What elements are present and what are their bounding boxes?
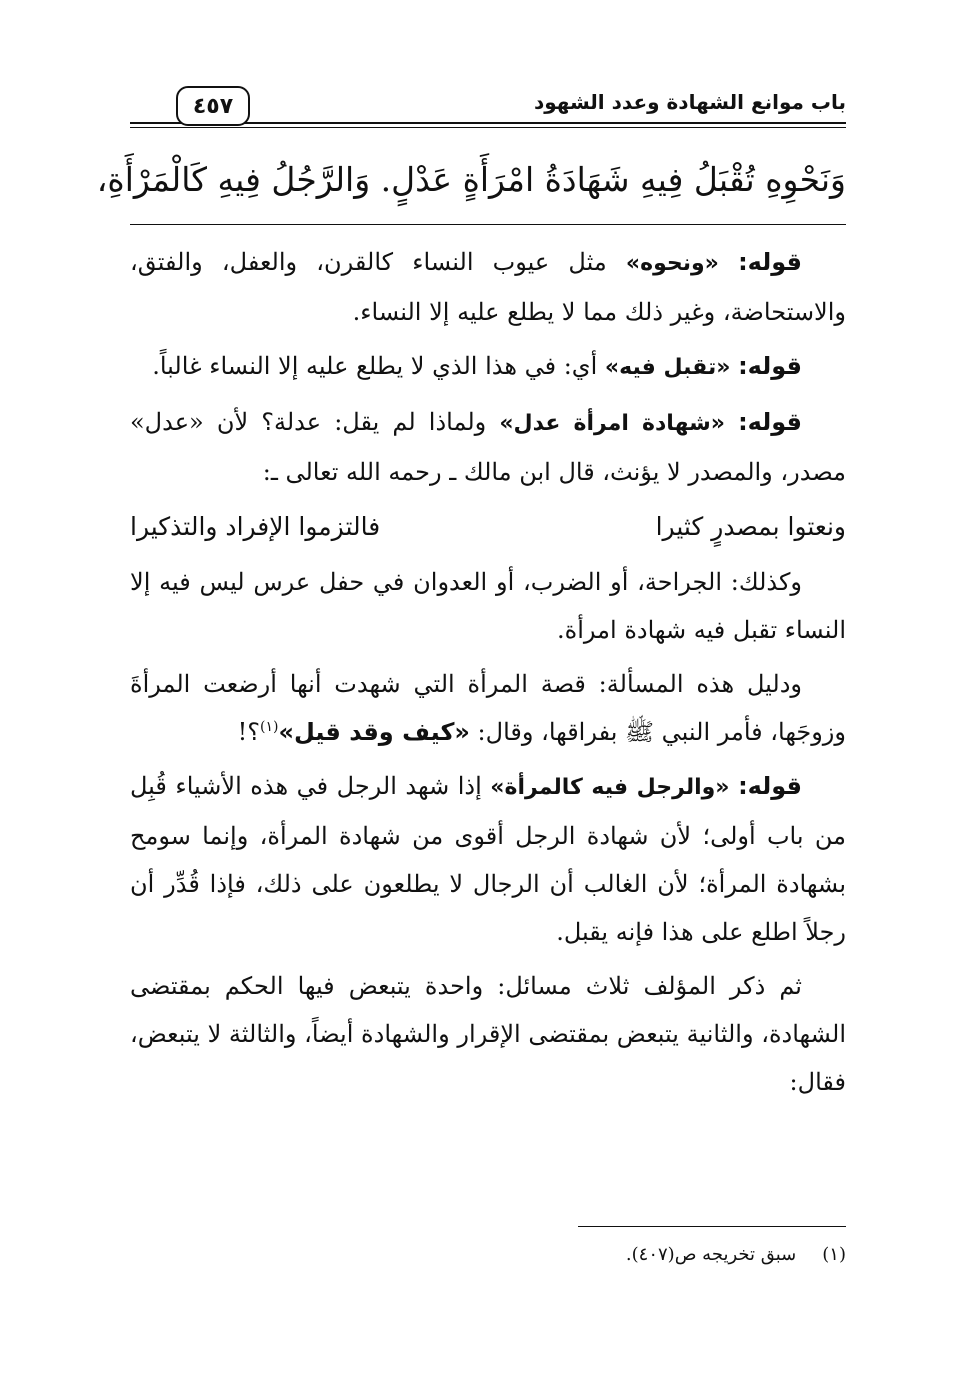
- paragraph-text: مثل عيوب النساء كالقرن، والعفل، والفتق، والاستحاضة، وغير ذلك مما لا يطلع عليه إلا النساء.: [130, 248, 846, 326]
- qawluhu-label: قوله:: [738, 408, 802, 436]
- quoted-term: «ونحوه»: [625, 251, 719, 276]
- page-number: ٤٥٧: [176, 86, 250, 126]
- paragraph-wakadhalik: وكذلك: الجراحة، أو الضرب، أو العدوان في حفل عرس ليس فيه إلا النساء تقبل فيه شهادة امرأة.: [130, 568, 846, 644]
- paragraph-wanahwihi: [130, 238, 846, 336]
- footnote-text: سبق تخريجه ص(٤٠٧).: [625, 1244, 797, 1265]
- paragraph-warrajul: [130, 762, 846, 956]
- paragraph-text: إذا شهد الرجل في هذه الأشياء قُبِل من باب أولى؛ لأن شهادة الرجل أقوى من شهادة المرأة، وإنما سومح بشهادة المرأة؛ لأن الغالب أن الرجال لا يطلعون على ذلك، فإذا قُدِّر أن رجلاً اطلع على هذا فإنه يقبل.: [130, 772, 846, 946]
- paragraph-tuqbal: [130, 342, 846, 392]
- verse-second-hemistich: فالتزموا الإفراد والتذكيرا: [130, 512, 381, 541]
- page-header: [130, 86, 846, 132]
- paragraph-shahadat: [130, 398, 846, 496]
- qawluhu-label: قوله:: [738, 248, 802, 276]
- paragraph-dalil: [130, 660, 846, 756]
- hadith-quote: «كيف وقد قيل»: [278, 718, 470, 746]
- footnote-ref[interactable]: (١): [259, 719, 279, 735]
- paragraph-text: أي: في هذا الذي لا يطلع عليه إلا النساء غالباً.: [152, 352, 605, 380]
- quoted-term: «تقبل فيه»: [604, 355, 731, 380]
- poetry-verse: [130, 502, 846, 552]
- quoted-term: «شهادة امرأة عدل»: [499, 411, 725, 436]
- commentary-body: [130, 238, 846, 1112]
- footnote-divider: [578, 1226, 846, 1227]
- paragraph-text: ودليل هذه المسألة: قصة المرأة التي شهدت أنها أرضعت المرأةَ وزوجَها، فأمر النبي ﷺ بفراقها، وقال:: [130, 670, 846, 746]
- qawluhu-label: قوله:: [738, 352, 802, 380]
- footnote-number: (١): [822, 1244, 846, 1265]
- footnote: [130, 1240, 846, 1270]
- header-rule-bottom: [130, 127, 846, 128]
- quoted-term: «والرجل فيه كالمرأة»: [490, 775, 730, 800]
- paragraph-ending: ؟!: [237, 718, 260, 746]
- qawluhu-label: قوله:: [738, 772, 802, 800]
- paragraph-thumma: ثم ذكر المؤلف ثلاث مسائل: واحدة يتبعض فيها الحكم بمقتضى الشهادة، والثانية يتبعض بمقتضى الإقرار والشهادة أيضاً، والثالثة لا يتبعض، فقال:: [130, 972, 846, 1096]
- matn-divider: [130, 224, 846, 225]
- chapter-title: باب موانع الشهادة وعدد الشهود: [533, 90, 846, 114]
- verse-first-hemistich: ونعتوا بمصدرٍ كثيرا: [655, 512, 846, 541]
- matn-line: وَنَحْوِهِ تُقْبَلُ فِيهِ شَهَادَةُ امْرَأَةٍ عَدْلٍ. وَالرَّجُلُ فِيهِ كَالْمَرْأَةِ،: [96, 160, 846, 199]
- paragraph-text: ولماذا لم يقل: عدلة؟ لأن «عدل» مصدر، والمصدر لا يؤنث، قال ابن مالك ـ رحمه الله تعالى ـ:: [130, 408, 846, 486]
